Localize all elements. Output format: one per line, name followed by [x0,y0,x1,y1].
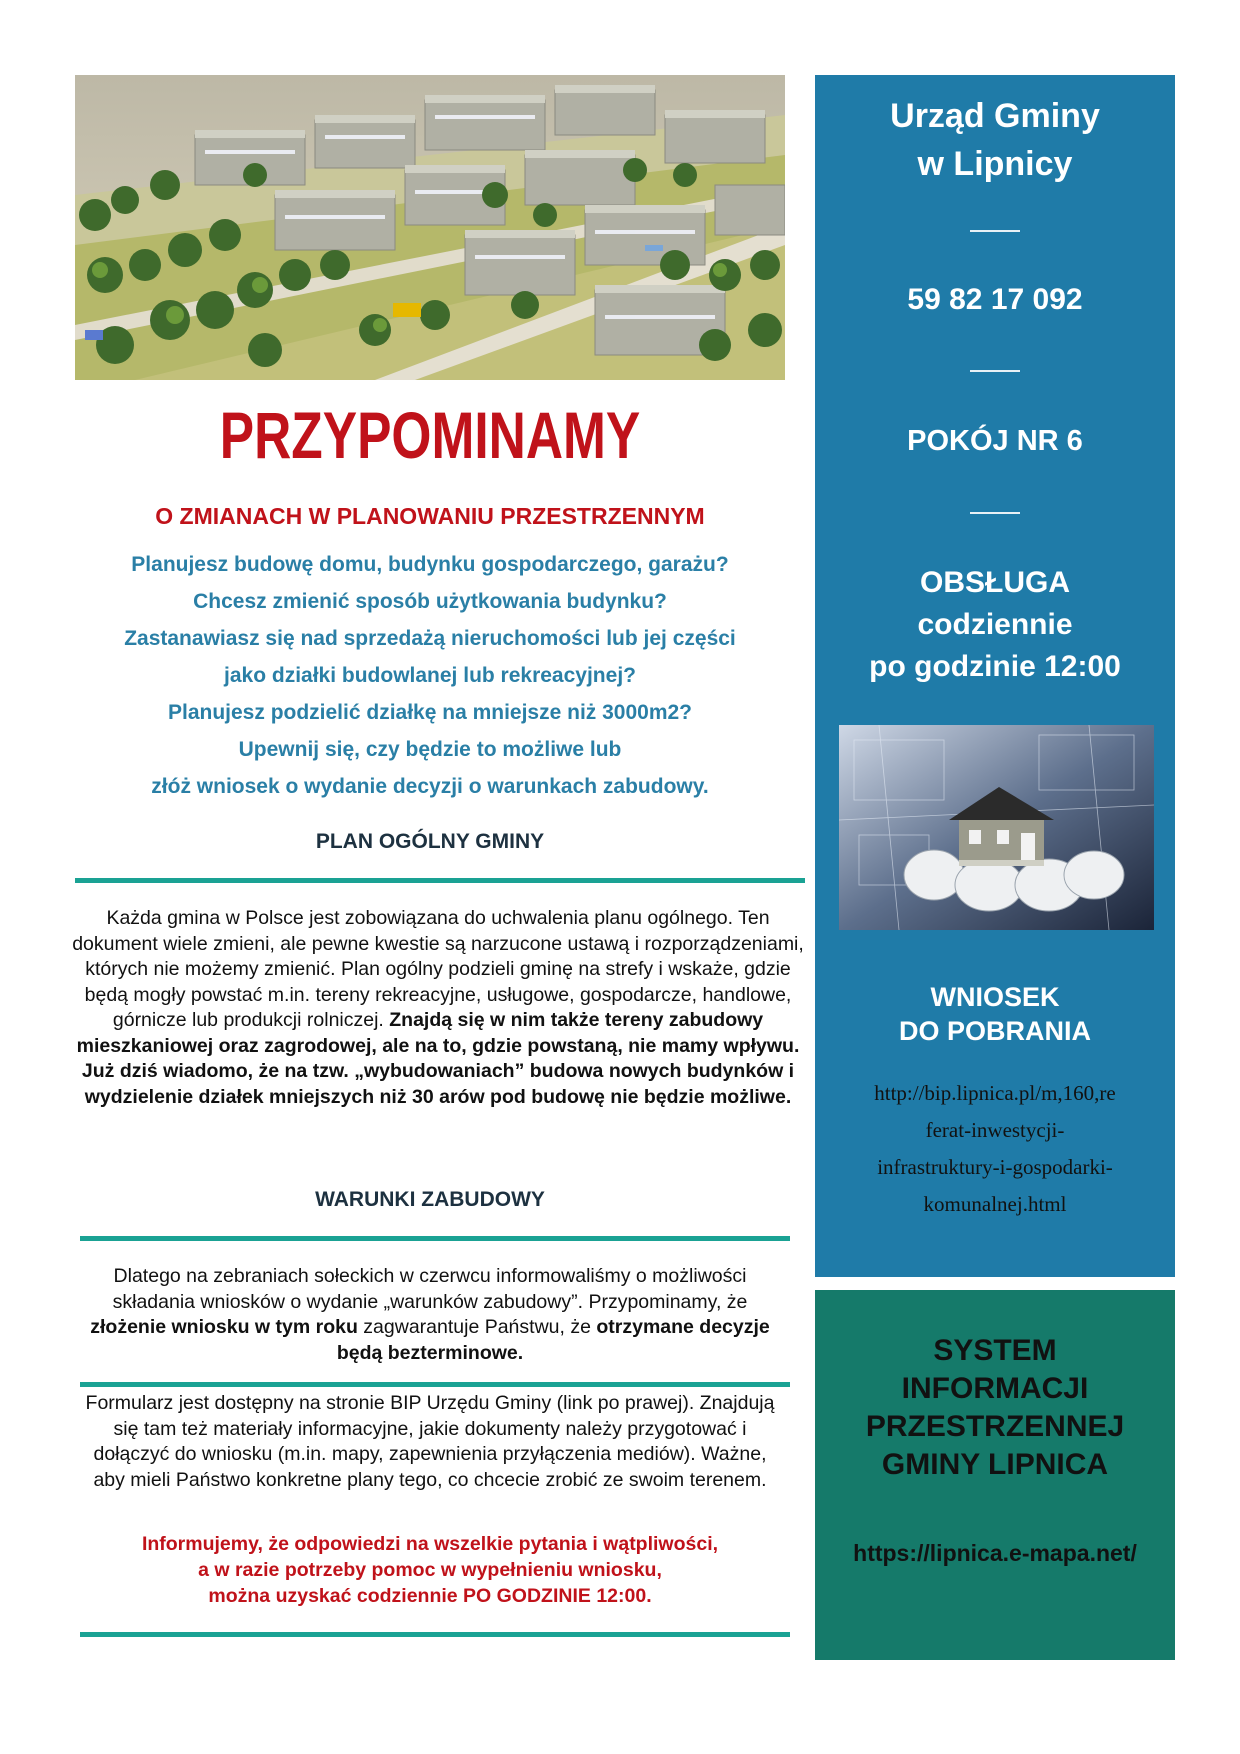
house-blueprint-illustration [839,725,1154,930]
separator [970,370,1020,372]
city-model-image [75,75,785,380]
notice-line: Informujemy, że odpowiedzi na wszelkie pytania i wątpliwości, [141,1533,719,1555]
sip-link[interactable]: https://lipnica.e-mapa.net/ [853,1540,1137,1566]
sip-heading [815,1332,1175,1484]
bip-link-line[interactable]: komunalnej.html [923,1192,1067,1216]
service-line: OBSŁUGA [920,566,1070,599]
notice-line: a w razie potrzeby pomoc w wypełnieniu wniosku, [198,1559,662,1581]
page-title: PRZYPOMINAMY [219,398,641,472]
city-model-illustration [75,75,785,380]
question-line: Zastanawiasz się nad sprzedażą nieruchomości lub jej części [124,627,736,650]
service-line: po godzinie 12:00 [869,650,1121,683]
bip-link-line[interactable]: http://bip.lipnica.pl/m,160,re [874,1081,1116,1105]
notice [75,1531,785,1609]
house-blueprint-image [839,725,1154,930]
question-line: złóż wniosek o wydanie decyzji o warunkach zabudowy. [151,775,709,798]
plan-text-bold: Znajdą się w nim także tereny zabudowy mieszkaniowej oraz zagrodowej, ale na to, gdzie powstaną, nie mamy wpływu. Już dziś wiadomo, że na tzw. „wybudowaniach” budowa nowych budynków i wydzielenie działek mniejszych niż 30 arów pod budowę nie będzie możliwe. [76,1009,800,1108]
warunki-paragraph-2: Formularz jest dostępny na stronie BIP Urzędu Gminy (link po prawej). Znajdują się tam też materiały informacyjne, jakie dokumenty należy przygotować i dołączyć do wniosku (m.in. mapy, zapewnienia przyłączenia mediów). Ważne, aby mieli Państwo konkretne plany tego, co chcecie zrobić ze swoim terenem. [85,1392,775,1491]
warunki-paragraph-1 [85,1264,775,1366]
warunki-text-bold: otrzymane decyzje będą bezterminowe. [336,1316,770,1364]
notice-line: można uzyskać codziennie PO GODZINIE 12:00. [208,1585,652,1607]
plan-heading: PLAN OGÓLNY GMINY [315,830,545,853]
question-line: jako działki budowlanej lub rekreacyjnej? [224,664,636,687]
download-heading [815,980,1175,1048]
warunki-text-bold: złożenie wniosku w tym roku [90,1316,358,1338]
sip-panel [815,1290,1175,1660]
divider [80,1236,790,1241]
divider [75,878,805,883]
question-line: Upewnij się, czy będzie to możliwe lub [238,738,622,761]
sip-line: INFORMACJI [901,1372,1089,1405]
plan-paragraph [68,906,808,1110]
sip-line: GMINY LIPNICA [881,1448,1109,1481]
divider [80,1382,790,1387]
office-line: Urząd Gminy [890,97,1100,135]
plan-text: Każda gmina w Polsce jest zobowiązana do uchwalenia planu ogólnego. Ten dokument wiele zmieni, ale pewne kwestie są narzucone ustawą i rozporządzeniami, których nie możemy zmienić. Plan ogólny podzieli gminę na strefy i wskaże, gdzie będą mogły powstać m.in. tereny rekreacyjne, usługowe, gospodarcze, handlowe, górnicze lub produkcji rolniczej. [72,907,804,1031]
service-hours [815,562,1175,688]
question-line: Planujesz budowę domu, budynku gospodarczego, garażu? [131,553,729,576]
office-name [815,92,1175,188]
bip-link-line[interactable]: ferat-inwestycji- [925,1118,1065,1142]
sip-line: SYSTEM [933,1334,1057,1367]
bip-link-line[interactable]: infrastruktury-i-gospodarki- [877,1155,1113,1179]
sip-line: PRZESTRZENNEJ [865,1410,1125,1443]
question-line: Planujesz podzielić działkę na mniejsze niż 3000m2? [167,701,693,724]
service-line: codziennie [917,608,1073,641]
bip-link[interactable] [815,1075,1175,1223]
warunki-text: zagwarantuje Państwu, że [363,1316,591,1338]
questions-list [55,546,805,805]
room-number: POKÓJ NR 6 [907,425,1083,457]
warunki-heading: WARUNKI ZABUDOWY [315,1188,545,1211]
office-line: w Lipnicy [917,145,1073,183]
subtitle: O ZMIANACH W PLANOWANIU PRZESTRZENNYM [155,503,705,529]
question-line: Chcesz zmienić sposób użytkowania budynku? [193,590,667,613]
divider [80,1632,790,1637]
contact-panel [815,75,1175,1277]
download-line: DO POBRANIA [898,1016,1091,1046]
warunki-text: Dlatego na zebraniach sołeckich w czerwcu informowaliśmy o możliwości składania wniosków o wydanie „warunków zabudowy”. Przypominamy, że [112,1265,748,1313]
download-line: WNIOSEK [930,982,1060,1012]
phone-number: 59 82 17 092 [907,283,1083,316]
separator [970,512,1020,514]
separator [970,230,1020,232]
